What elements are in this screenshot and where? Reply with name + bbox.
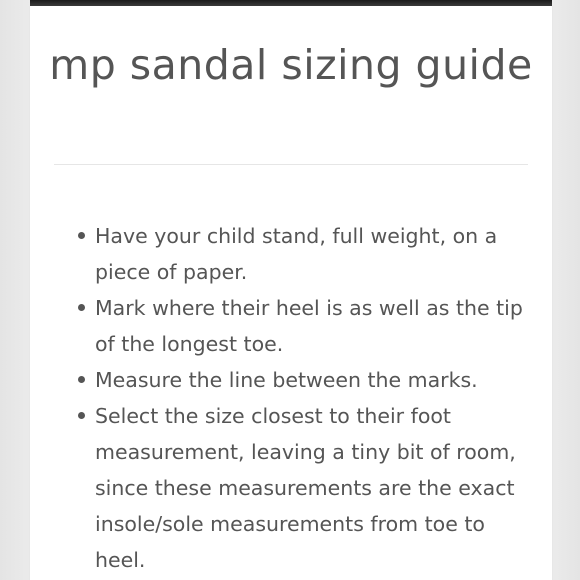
- instructions-list: [95, 218, 525, 578]
- bullet-icon: [78, 412, 85, 419]
- left-margin-shade: [0, 0, 30, 580]
- instruction-text: Measure the line between the marks.: [95, 368, 478, 392]
- instruction-text: Select the size closest to their foot measurement, leaving a tiny bit of room, since these measurements are the exact insole/sole measurements from toe to heel.: [95, 404, 516, 572]
- sizing-guide-card: [30, 6, 552, 580]
- title-divider: [54, 164, 528, 165]
- list-item: [95, 290, 525, 362]
- right-margin-shade: [552, 0, 580, 580]
- bullet-icon: [78, 376, 85, 383]
- instruction-text: Have your child stand, full weight, on a piece of paper.: [95, 224, 498, 284]
- list-item: [95, 218, 525, 290]
- list-item: [95, 398, 525, 578]
- bullet-icon: [78, 232, 85, 239]
- list-item: [95, 362, 525, 398]
- page-title: mp sandal sizing guide: [49, 41, 533, 89]
- instruction-text: Mark where their heel is as well as the tip of the longest toe.: [95, 296, 523, 356]
- bullet-icon: [78, 304, 85, 311]
